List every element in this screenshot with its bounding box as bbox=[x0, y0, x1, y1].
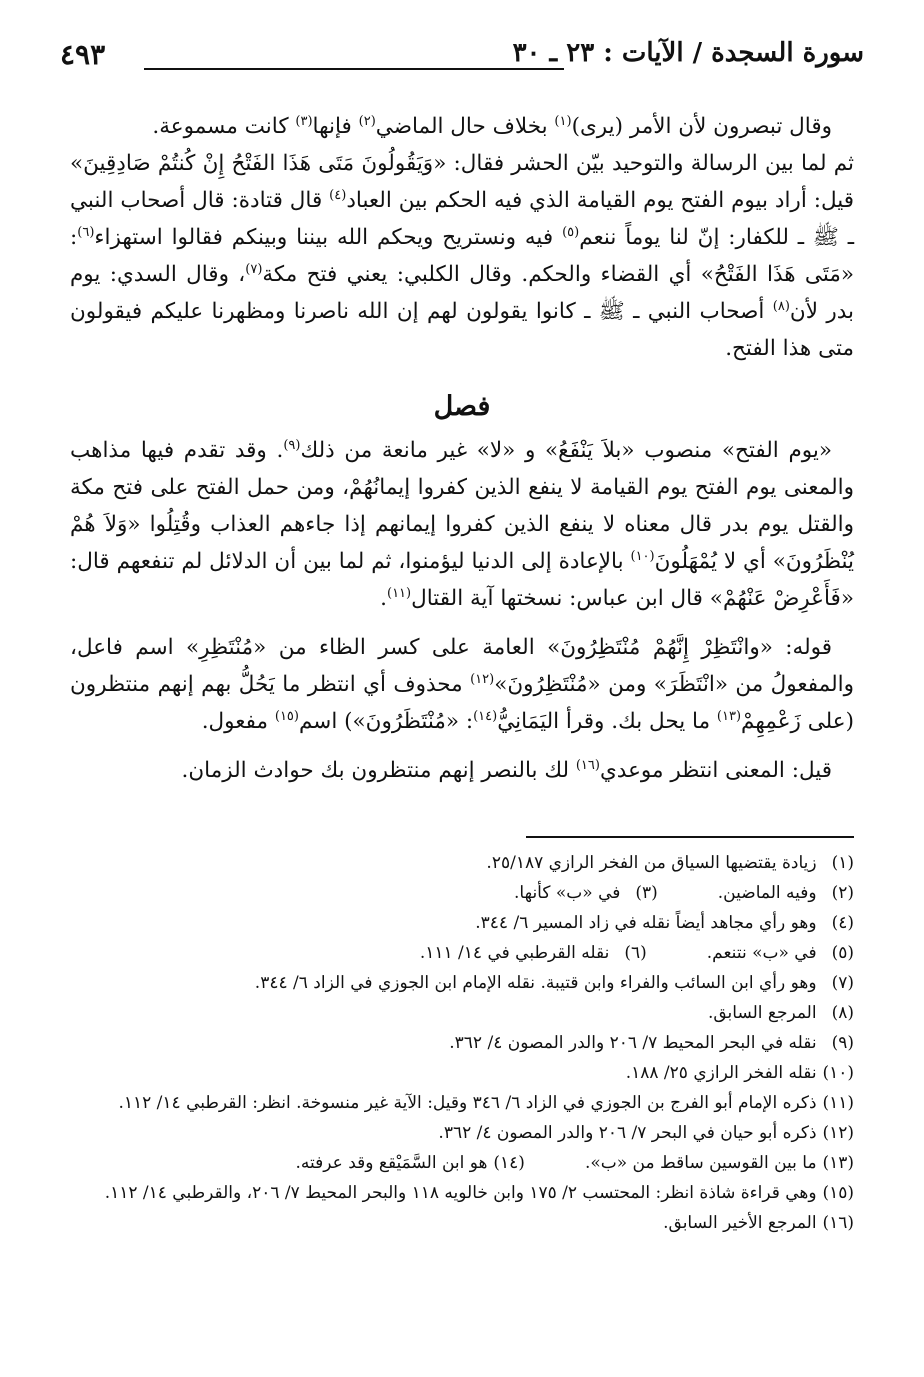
text-run: : «مَتَى هَذَا الفَتْحُ» أي القضاء والحكم. وقال الكلبي: يعني فتح مكة bbox=[70, 225, 854, 287]
text-run: كانت مسموعة. bbox=[152, 114, 296, 139]
header-rule bbox=[144, 68, 564, 70]
text-run: أصحاب النبي ـ ﷺ ـ كانوا يقولون لهم إن الله ناصرنا ومظهرنا عليكم فيقولون متى هذا الفتح. bbox=[70, 299, 854, 361]
paragraph bbox=[70, 629, 854, 740]
text-run: «يوم الفتح» منصوب «بلاَ يَنْفَعُ» و «لا» غير مانعة من ذلك bbox=[300, 438, 832, 463]
footnote-marker: (٤) bbox=[329, 187, 347, 203]
footnote-marker: (٢) bbox=[358, 113, 376, 129]
footnote-text: وهو رأي مجاهد أيضاً نقله في زاد المسير ٦/ ٣٤٤. bbox=[475, 913, 817, 933]
footnote-marker: (٦) bbox=[77, 224, 95, 240]
text-run: ثم لما بين الرسالة والتوحيد بيّن الحشر فقال: «وَيَقُولُونَ مَتَى هَذَا الفَتْحُ إِنْ كُنتُمْ صَادِقِينَ» قيل: أراد بيوم الفتح يوم القيامة الذي فيه الحكم بين العباد bbox=[70, 151, 854, 213]
footnote bbox=[60, 878, 854, 908]
footnote-text: المرجع السابق. bbox=[707, 1003, 817, 1023]
text-run: فإنها bbox=[312, 114, 359, 139]
footnote-number: (٤) bbox=[831, 913, 854, 933]
footnote-number: (١٥) bbox=[822, 1183, 854, 1203]
footnote-number: (٦) bbox=[624, 943, 647, 963]
footnote-number: (١٤) bbox=[493, 1153, 525, 1173]
footnote-text: نقله في البحر المحيط ٧/ ٢٠٦ والدر المصون ٤/ ٣٦٢. bbox=[449, 1033, 817, 1053]
footnote bbox=[60, 1118, 854, 1148]
footnote-number: (٥) bbox=[831, 943, 854, 963]
footnote-number: (٣) bbox=[635, 883, 658, 903]
paragraph-gap bbox=[70, 617, 854, 629]
paragraph bbox=[70, 432, 854, 617]
text-run: ما يحل بك. وقرأ اليَمَانِيُّ bbox=[497, 709, 717, 734]
footnote-marker: (١) bbox=[554, 113, 572, 129]
footnote-marker: (١٢) bbox=[470, 671, 495, 687]
footnote-marker: (٨) bbox=[772, 298, 790, 314]
page-header bbox=[60, 38, 864, 78]
main-text bbox=[70, 108, 854, 789]
footnote-text: المرجع الأخير السابق. bbox=[663, 1213, 817, 1233]
footnotes bbox=[60, 848, 854, 1238]
footnote-text: زيادة يقتضيها السياق من الفخر الرازي ٢٥/١٨٧. bbox=[486, 853, 817, 873]
text-run: . bbox=[380, 586, 387, 611]
text-run: بالإعادة إلى الدنيا ليؤمنوا، ثم لما بين أن الدلائل لم تنفعهم قال: «فَأَعْرِضْ عَنْهُمْ» قال ابن عباس: نسختها آية القتال bbox=[70, 549, 854, 611]
footnote-number: (١٦) bbox=[822, 1213, 854, 1233]
footnote-number: (١٠) bbox=[822, 1063, 854, 1083]
footnote bbox=[60, 1148, 854, 1178]
footnote bbox=[60, 968, 854, 998]
footnote-number: (٧) bbox=[831, 973, 854, 993]
paragraph bbox=[70, 108, 854, 145]
page-number: ٤٩٣ bbox=[60, 38, 106, 71]
footnote-rule bbox=[526, 836, 854, 838]
footnote-marker: (١٦) bbox=[575, 757, 600, 773]
footnote bbox=[60, 1208, 854, 1238]
footnote bbox=[60, 938, 854, 968]
text-run: : «مُنْتَظَرُونَ») اسم bbox=[299, 709, 474, 734]
footnote-text: وهو رأي ابن السائب والفراء وابن قتيبة. نقله الإمام ابن الجوزي في الزاد ٦/ ٣٤٤. bbox=[254, 973, 817, 993]
footnote-marker: (٥) bbox=[562, 224, 580, 240]
footnote-number: (٢) bbox=[831, 883, 854, 903]
footnote-text: نقله القرطبي في ١٤/ ١١١. bbox=[419, 943, 610, 963]
footnote-marker: (١٤) bbox=[473, 708, 498, 724]
paragraph bbox=[70, 752, 854, 789]
text-run: محذوف أي انتظر ما يَحُلُّ بهم إنهم منتظرون (على زَعْمِهِمْ bbox=[70, 672, 854, 734]
intro-paragraphs bbox=[70, 108, 854, 367]
footnote-text: في «ب» نتنعم. bbox=[706, 943, 817, 963]
footnote-marker: (١٣) bbox=[716, 708, 742, 724]
footnote-marker: (٧) bbox=[245, 261, 263, 277]
footnote-number: (١١) bbox=[822, 1093, 854, 1113]
text-run: قوله: «وانْتَظِرْ إِنَّهُمْ مُنْتَظِرُونَ» العامة على كسر الظاء من «مُنْتَظِرِ» اسم فاعل، والمفعولُ من «انْتَظَرَ» ومن «مُنْتَظِرُونَ» bbox=[70, 635, 854, 697]
text-run: . وقد تقدم فيها مذاهب والمعنى يوم الفتح يوم القيامة لا ينفع الذين كفروا إيمانُهُمْ، ومن حمل الفتح على فتح مكة والقتل يوم بدر قال معناه لا ينفع الذين كفروا إيمانهم إذا جاءهم العذاب وقُتِلُوا «وَلاَ هُمْ يُنْظَرُونَ» أي لا يُمْهَلُونَ bbox=[70, 438, 854, 574]
section-title: فصل bbox=[433, 391, 491, 422]
text-run: ، وقال السدي: يوم بدر لأن bbox=[70, 262, 854, 324]
footnote bbox=[60, 908, 854, 938]
footnote bbox=[60, 1178, 854, 1208]
text-run: وقال تبصرون لأن الأمر (يرى) bbox=[571, 114, 832, 139]
footnote-text: ما بين القوسين ساقط من «ب». bbox=[584, 1153, 817, 1173]
footnote bbox=[60, 1058, 854, 1088]
text-run: مفعول. bbox=[201, 709, 275, 734]
footnote-marker: (١١) bbox=[387, 585, 412, 601]
footnote-number: (١٢) bbox=[822, 1123, 854, 1143]
running-title: سورة السجدة / الآيات : ٢٣ ـ ٣٠ bbox=[512, 38, 864, 68]
text-run: قيل: المعنى انتظر موعدي bbox=[599, 758, 832, 783]
section-paragraphs bbox=[70, 432, 854, 789]
footnote-text: نقله الفخر الرازي ٢٥/ ١٨٨. bbox=[625, 1063, 817, 1083]
text-run: فيه ونستريح ويحكم الله بيننا وبينكم فقالوا استهزاء bbox=[94, 225, 563, 250]
footnote-number: (٩) bbox=[831, 1033, 854, 1053]
text-run: قال قتادة: قال أصحاب النبي ـ ﷺ ـ للكفار: إنّ لنا يوماً ننعم bbox=[70, 188, 855, 250]
footnote-marker: (١٥) bbox=[274, 708, 299, 724]
footnote-number: (٨) bbox=[831, 1003, 854, 1023]
footnote bbox=[60, 1088, 854, 1118]
footnote-text: ذكره أبو حيان في البحر ٧/ ٢٠٦ والدر المصون ٤/ ٣٦٢. bbox=[438, 1123, 817, 1143]
footnote-text: وهي قراءة شاذة انظر: المحتسب ٢/ ١٧٥ وابن خالويه ١١٨ والبحر المحيط ٧/ ٢٠٦، والقرطبي ١٤/ ١١٢. bbox=[104, 1183, 817, 1203]
footnote-number: (١٣) bbox=[822, 1153, 854, 1173]
footnote-number: (١) bbox=[831, 853, 854, 873]
paragraph bbox=[70, 145, 854, 367]
footnote bbox=[60, 848, 854, 878]
footnote-text: ذكره الإمام أبو الفرج بن الجوزي في الزاد ٦/ ٣٤٦ وقيل: الآية غير منسوخة. انظر: القرطبي ١٤/ ١١٢. bbox=[118, 1093, 817, 1113]
text-run: لك بالنصر إنهم منتظرون بك حوادث الزمان. bbox=[181, 758, 576, 783]
footnote bbox=[60, 998, 854, 1028]
paragraph-gap bbox=[70, 740, 854, 752]
footnote-text: في «ب» كأنها. bbox=[514, 883, 621, 903]
footnote-marker: (٣) bbox=[295, 113, 313, 129]
footnote-text: وفيه الماضين. bbox=[717, 883, 817, 903]
footnote-marker: (٩) bbox=[283, 437, 301, 453]
footnote-marker: (١٠) bbox=[630, 548, 655, 564]
footnote-text: هو ابن السَّمَيْقع وقد عرفته. bbox=[295, 1153, 488, 1173]
text-run: بخلاف حال الماضي bbox=[375, 114, 555, 139]
footnote bbox=[60, 1028, 854, 1058]
